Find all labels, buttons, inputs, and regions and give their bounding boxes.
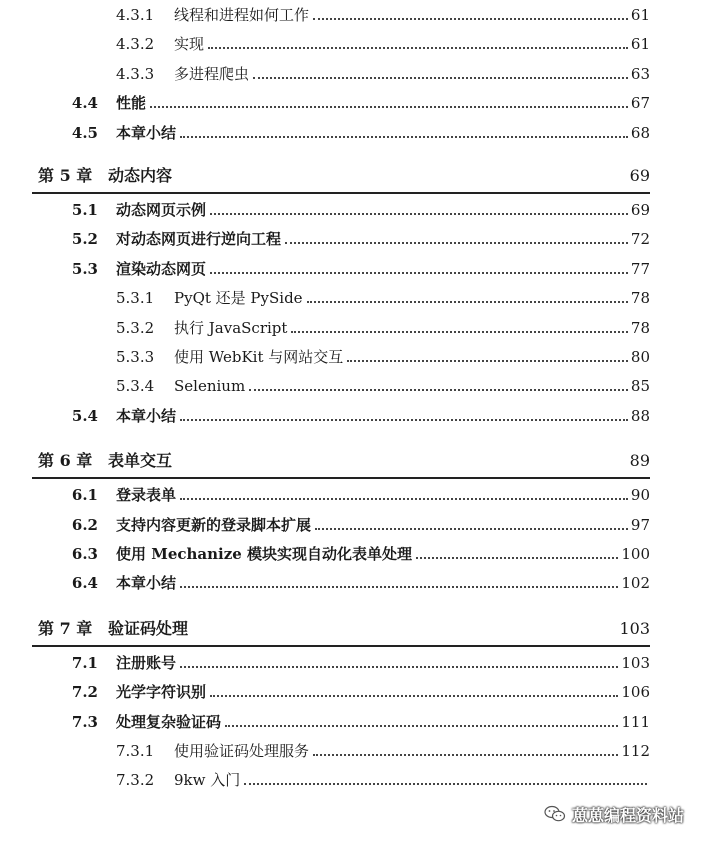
leader-dots xyxy=(180,134,628,138)
toc-entry-page: 69 xyxy=(630,201,650,219)
toc-entry-page: 102 xyxy=(621,574,650,593)
toc-entry-page: 63 xyxy=(630,64,650,83)
toc-entry xyxy=(0,710,706,734)
toc-entry-page: 67 xyxy=(630,94,650,113)
toc-entry-page: 90 xyxy=(630,486,650,505)
toc-entry-number: 5.2 xyxy=(71,230,98,249)
chapter-number: 第 7 章 xyxy=(38,618,93,638)
leader-dots xyxy=(253,75,628,79)
toc-entry xyxy=(0,651,706,675)
toc-entry-title: 注册账号 xyxy=(116,653,177,672)
toc-entry-number: 4.3.3 xyxy=(116,64,155,83)
toc-entry-page: 61 xyxy=(630,6,650,24)
toc-entry-page: 61 xyxy=(630,35,650,54)
leader-dots xyxy=(313,752,618,756)
toc-entry-title: 使用验证码处理服务 xyxy=(174,742,310,760)
leader-dots xyxy=(210,693,618,697)
toc-entry-title: 多进程爬虫 xyxy=(174,64,250,83)
toc-entry xyxy=(0,483,706,507)
toc-entry xyxy=(0,345,706,369)
toc-entry-page: 106 xyxy=(621,683,650,702)
chapter-page: 89 xyxy=(629,451,650,471)
leader-dots xyxy=(347,358,628,362)
toc-entry-title: PyQt 还是 PySide xyxy=(174,289,303,308)
toc-entry xyxy=(0,91,706,115)
toc-entry-number: 6.2 xyxy=(71,515,98,534)
toc-entry-page: 77 xyxy=(630,259,650,278)
toc-entry-number: 5.3.2 xyxy=(116,318,155,337)
chapter-number: 第 5 章 xyxy=(38,166,93,185)
toc-entry xyxy=(0,404,706,428)
toc-entry-number: 5.3 xyxy=(71,259,98,278)
toc-entry-page: 68 xyxy=(630,123,650,142)
chapter-rule xyxy=(32,645,650,647)
chapter-rule xyxy=(32,477,650,479)
toc-entry xyxy=(0,257,706,281)
toc-entry-title: 处理复杂验证码 xyxy=(116,712,222,731)
toc-entry-number: 5.3.4 xyxy=(116,377,155,396)
toc-entry xyxy=(0,3,706,27)
toc-entry-title: 使用 WebKit 与网站交互 xyxy=(174,348,344,366)
toc-entry-page: 80 xyxy=(630,348,650,366)
leader-dots xyxy=(225,723,618,727)
leader-dots xyxy=(208,45,628,49)
chapter-page: 69 xyxy=(629,166,650,185)
toc-entry-number: 7.3.1 xyxy=(116,742,155,760)
toc-entry-title: 本章小结 xyxy=(116,123,177,142)
toc-entry-title: Selenium xyxy=(174,377,246,396)
toc-entry xyxy=(0,768,706,792)
toc-entry-page: 85 xyxy=(630,377,650,396)
toc-entry-number: 7.3 xyxy=(71,712,98,731)
leader-dots xyxy=(291,329,627,333)
toc-entry-title: 使用 Mechanize 模块实现自动化表单处理 xyxy=(116,545,413,563)
toc-entry-title: 实现 xyxy=(174,35,205,54)
toc-entry xyxy=(0,198,706,222)
toc-entry-title: 登录表单 xyxy=(116,486,177,505)
toc-entry-number: 4.4 xyxy=(71,94,98,113)
toc-entry xyxy=(0,316,706,340)
chapter-title: 动态内容 xyxy=(108,166,173,185)
leader-dots xyxy=(244,781,647,785)
toc-entry-page: 97 xyxy=(630,515,650,534)
toc-entry xyxy=(0,374,706,398)
toc-entry-page: 111 xyxy=(621,712,650,731)
toc-entry xyxy=(0,542,706,566)
toc-entry xyxy=(0,227,706,251)
toc-entry-number: 7.1 xyxy=(71,653,98,672)
toc-entry-number: 7.3.2 xyxy=(116,771,155,790)
chapter-title: 表单交互 xyxy=(108,451,173,471)
toc-entry-title: 9kw 入门 xyxy=(174,771,241,790)
leader-dots xyxy=(315,526,628,530)
toc-entry-title: 执行 JavaScript xyxy=(174,318,288,337)
leader-dots xyxy=(180,664,618,668)
leader-dots xyxy=(416,555,618,559)
toc-entry xyxy=(0,32,706,56)
chapter-heading xyxy=(0,611,706,651)
chapter-title: 验证码处理 xyxy=(108,618,189,638)
toc-entry-number: 6.3 xyxy=(71,545,98,563)
toc-entry xyxy=(0,62,706,86)
toc-entry-page: 103 xyxy=(621,653,650,672)
toc-entry xyxy=(0,680,706,704)
toc-entry-title: 光学字符识别 xyxy=(116,683,207,702)
leader-dots xyxy=(285,240,628,244)
toc-entry-number: 4.5 xyxy=(71,123,98,142)
chapter-number: 第 6 章 xyxy=(38,451,93,471)
toc-entry-page: 100 xyxy=(621,545,650,563)
leader-dots xyxy=(180,584,618,588)
watermark-text: 葸葸编程资料站 xyxy=(571,805,684,825)
wechat-icon xyxy=(544,805,566,823)
toc-entry-number: 6.1 xyxy=(71,486,98,505)
toc-entry-number: 4.3.1 xyxy=(116,6,155,24)
toc-entry-title: 线程和进程如何工作 xyxy=(174,6,310,24)
leader-dots xyxy=(180,496,628,500)
toc-entry xyxy=(0,286,706,310)
toc-entry-number: 7.2 xyxy=(71,683,98,702)
toc-entry xyxy=(0,571,706,595)
toc-entry xyxy=(0,121,706,145)
toc-entry-number: 5.3.3 xyxy=(116,348,155,366)
toc-entry-title: 动态网页示例 xyxy=(116,201,207,219)
toc-entry-title: 本章小结 xyxy=(116,406,177,425)
toc-entry-page: 72 xyxy=(630,230,650,249)
chapter-heading xyxy=(0,443,706,483)
toc-entry-title: 本章小结 xyxy=(116,574,177,593)
leader-dots xyxy=(180,417,628,421)
toc-entry-title: 支持内容更新的登录脚本扩展 xyxy=(116,515,312,534)
toc-entry-page: 112 xyxy=(621,742,650,760)
leader-dots xyxy=(150,104,628,108)
watermark xyxy=(544,801,684,827)
toc-entry-number: 4.3.2 xyxy=(116,35,155,54)
leader-dots xyxy=(313,16,628,20)
toc-entry-number: 5.4 xyxy=(71,406,98,425)
chapter-rule xyxy=(32,192,650,194)
leader-dots xyxy=(249,387,628,391)
leader-dots xyxy=(210,270,628,274)
toc-entry-title: 性能 xyxy=(116,94,147,113)
toc-entry xyxy=(0,739,706,763)
toc-entry-page: 88 xyxy=(630,406,650,425)
leader-dots xyxy=(307,299,628,303)
toc-entry-number: 5.1 xyxy=(71,201,98,219)
toc-entry-title: 对动态网页进行逆向工程 xyxy=(116,230,282,249)
leader-dots xyxy=(210,211,628,215)
toc-entry xyxy=(0,513,706,537)
toc-entry-page: 78 xyxy=(630,318,650,337)
toc-entry-page: 78 xyxy=(630,289,650,308)
chapter-heading xyxy=(0,158,706,198)
chapter-page: 103 xyxy=(619,618,650,638)
toc-entry-number: 5.3.1 xyxy=(116,289,155,308)
toc-entry-title: 渲染动态网页 xyxy=(116,259,207,278)
toc-entry-number: 6.4 xyxy=(71,574,98,593)
